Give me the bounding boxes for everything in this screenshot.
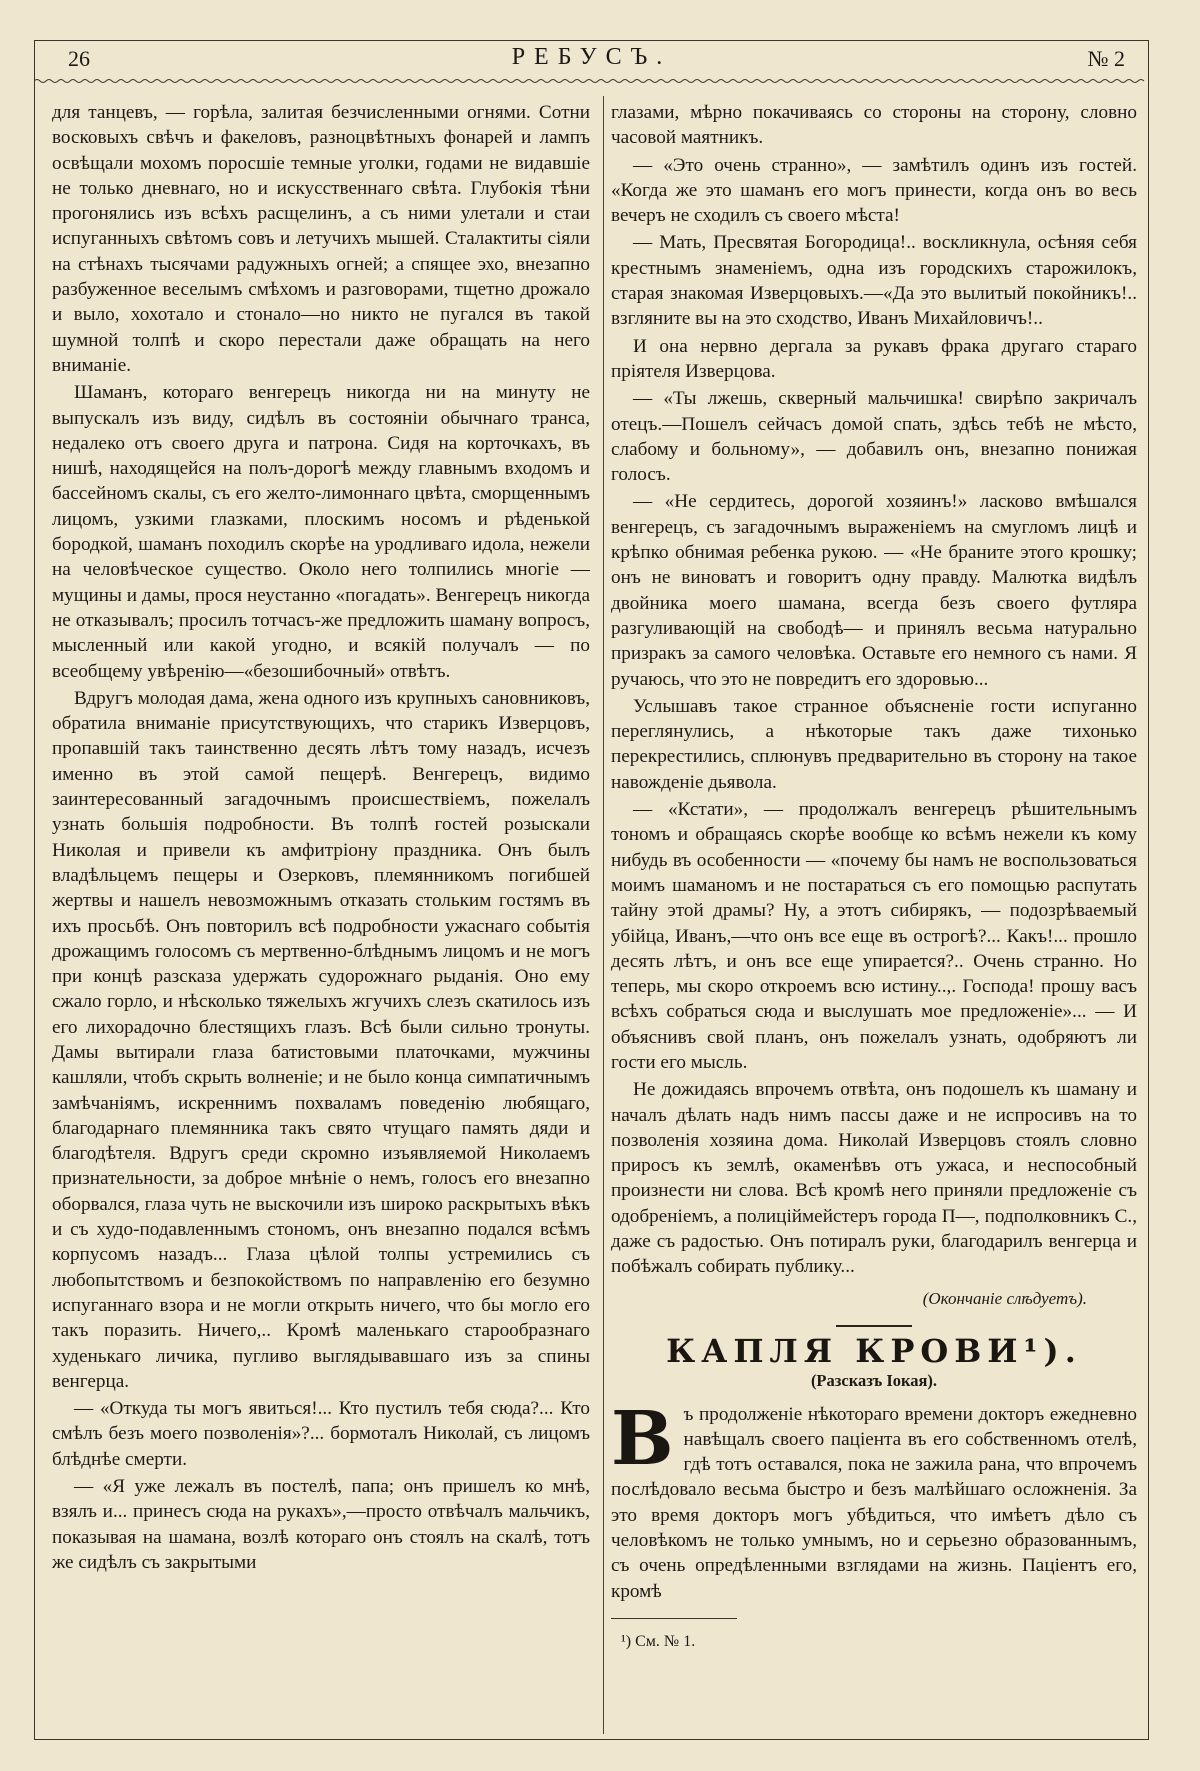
paragraph: — «Это очень странно», — замѣтилъ одинъ изъ гостей. «Когда же это шаманъ его могъ принести, когда онъ во весь вечеръ не сходилъ съ своего мѣста!	[611, 154, 1137, 227]
column-divider	[603, 96, 604, 1734]
left-column	[52, 100, 590, 1577]
paragraph: Услышавъ такое странное объясненіе гости испуганно переглянулись, а нѣкоторые такъ даже тихонько перекрестились, сплюнувъ предварительно въ сторону на такое навожденіе дьявола.	[611, 695, 1137, 793]
paragraph: Не дожидаясь впрочемъ отвѣта, онъ подошелъ къ шаману и началъ дѣлать надъ нимъ пассы даже и не испросивъ на то позволенія хозяина дома. Николай Изверцовъ стоялъ словно приросъ къ землѣ, окаменѣвъ отъ ужаса, и неспособный произнести ни слова. Всѣ кромѣ него приняли предложеніе съ одобреніемъ, а полицiймейстеръ города П—, подполковникъ С., даже съ радостью. Онъ потиралъ руки, благодарилъ венгерца и побѣжалъ собирать публику...	[611, 1079, 1137, 1278]
paragraph: — «Ты лжешь, скверный мальчишка! свирѣпо закричалъ отецъ.—Пошелъ сейчасъ домой спать, здѣсь тебѣ не мѣсто, слабому и больному», — добавилъ онъ, внезапно понижая голосъ.	[611, 388, 1137, 486]
paragraph: Шаманъ, котораго венгерецъ никогда ни на минуту не выпускалъ изъ виду, сидѣлъ въ состояніи обычнаго транса, недалеко отъ своего друга и патрона. Сидя на корточкахъ, въ нишѣ, находящейся на полъ-дорогѣ между главнымъ входомъ и бассейномъ скалы, съ его желто-лимоннаго цвѣта, сморщеннымъ лицомъ, узкими глазками, плоскимъ носомъ и рѣденькой бородкой, шаманъ походилъ скорѣе на уродливаго идола, нежели на человѣческое существо. Около него толпились многіе — мущины и дамы, прося неустанно «погадать». Венгерецъ никогда не отказывалъ; просилъ тотчасъ-же предложить шаману вопросъ, мысленный или какой угодно, и всякій получалъ — по всеобщему увѣренію—«безошибочный» отвѣтъ.	[52, 382, 590, 682]
paragraph: — «Я уже лежалъ въ постелѣ, папа; онъ пришелъ ко мнѣ, взялъ и... принесъ сюда на рукахъ»,—просто отвѣчалъ мальчикъ, показывая на шамана, возлѣ котораго онъ стоялъ на скалѣ, тотъ же сидѣлъ съ закрытыми	[52, 1476, 590, 1573]
paragraph: — «Кстати», — продолжалъ венгерецъ рѣшительнымъ тономъ и обращаясь скорѣе вообще ко всѣмъ нежели къ кому нибудь въ особенности — «почему бы намъ не воспользоваться моимъ шаманомъ и не постараться съ его помощью распутать тайну этой драмы? Ну, а этотъ сибирякъ, — подозрѣваемый убійца, Иванъ,—что онъ все еще въ острогѣ?... Какъ!... прошло десять лѣтъ, и онъ все еще упирается?.. Очень странно. Но теперь, мы скоро откроемъ всю истину..,. Господа! прошу васъ всѣхъ собраться сюда и выслушать мое предложеніе»... — И объяснивъ свой планъ, онъ пожелалъ узнать, одобряютъ ли гости его мысль.	[611, 799, 1137, 1073]
paragraph: Вдругъ молодая дама, жена одного изъ крупныхъ сановниковъ, обратила вниманіе присутствующихъ, что старикъ Изверцовъ, пропавшій такъ таинственно десять лѣтъ тому назадъ, исчезъ именно въ этой самой пещерѣ. Венгерецъ, видимо заинтересованный загадочнымъ происшествіемъ, пожелалъ узнать большія подробности. Въ толпѣ гостей розыскали Николая и привели къ амфитріону праздника. Онъ былъ владѣльцемъ пещеры и Озерковъ, племянникомъ погибшей жертвы и нашелъ невозможнымъ отказать стольким гостямъ въ ихъ просьбѣ. Онъ повторилъ всѣ подробности ужаснаго событія дрожащимъ голосомъ съ мертвенно-блѣднымъ лицомъ и не могъ при концѣ разсказа удержать судорожнаго рыданія. Оно ему сжало горло, и нѣсколько тяжелыхъ жгучихъ слезъ скатилось изъ его лихорадочно блестящихъ глазъ. Всѣ были сильно тронуты. Дамы вытирали глаза батистовыми платочками, мужчины кашляли, чтобъ скрыть волненіе; и не было конца симпатичнымъ замѣчаніямъ, искреннимъ похваламъ поведенію любящаго, благодарнаго племянника такъ свято чтущаго память дяди и благодѣтеля. Вдругъ среди скромно изъявляемой Николаемъ признательности, за доброе мнѣніе о немъ, голосъ его внезапно оборвался, глаза чуть не выскочили изъ широко раскрытыхъ вѣкъ и съ худо-подавленнымъ стономъ, онъ внезапно подался всѣмъ корпусомъ назадъ... Глаза цѣлой толпы устремились съ любопытствомъ и безпокойствомъ по направленію его безумно испуганнаго взора и не могли открыть ничего, что бы могло его такъ поразить. Ничего,.. Кромѣ маленькаго старообразнаго худенькаго личика, пугливо выглядывавшаго изъ за спины венгерца.	[52, 687, 590, 1392]
story-text: ъ продолженіе нѣкотораго времени докторъ ежедневно навѣщалъ своего пацiента въ его собственномъ отелѣ, гдѣ тотъ оставался, пока не зажила рана, что впрочемъ послѣдовало весьма быстро и безъ малѣйшаго осложненія. За это время докторъ могъ убѣдиться, что имѣетъ дѣло съ человѣкомъ не только умнымъ, но и серьезно образованнымъ, съ очень опредѣленными взглядами на жизнь. Пацiентъ его, кромѣ	[611, 1403, 1137, 1602]
paragraph: И она нервно дергала за рукавъ фрака другаго стараго пріятеля Изверцова.	[611, 335, 1137, 382]
story-subtitle: (Разсказъ Іокая).	[810, 1371, 938, 1391]
section-separator	[836, 1325, 912, 1327]
page-number: 26	[68, 46, 90, 71]
continuation-note: (Окончаніе слѣдуетъ).	[922, 1288, 1087, 1308]
magazine-title: РЕБУСЪ.	[511, 44, 672, 70]
header-wavy-rule	[34, 78, 1149, 84]
footnote-rule	[611, 1618, 737, 1619]
paragraph: для танцевъ, — горѣла, залитая безчисленными огнями. Сотни восковыхъ свѣчъ и факеловъ, разноцвѣтныхъ фонарей и лампъ освѣщали мохомъ поросшіе темные уголки, годами не видавшіе не только дневнаго, но и искусственнаго свѣта. Глубокія тѣни прогонялись изъ всѣхъ расщелинъ, а съ ними улетали и стаи испуганныхъ свѣтомъ совъ и летучихъ мышей. Сталактиты сіяли на стѣнахъ тысячами радужныхъ огней; а спящее эхо, внезапно разбуженное веселымъ смѣхомъ и разговорами, тщетно дрожало и выло, хохотало и стонало—но никто не пугался въ такой шумной толпѣ и скоро перестали даже обращать на него вниманіе.	[52, 102, 590, 376]
paragraph: глазами, мѣрно покачиваясь со стороны на сторону, словно часовой маятникъ.	[611, 102, 1137, 149]
paragraph: — «Откуда ты могъ явиться!... Кто пустилъ тебя сюда?... Кто смѣлъ безъ моего позволенія»?... бормоталъ Николай, съ лицомъ блѣднѣе смерти.	[52, 1398, 590, 1470]
paragraph: — «Не сердитесь, дорогой хозяинъ!» ласково вмѣшался венгерецъ, съ загадочнымъ выраженіемъ на смугломъ лицѣ и крѣпко обнимая ребенка рукою. — «Не браните этого крошку; онъ не виноватъ и говоритъ одну правду. Малютка видѣлъ двойника моего шамана, всегда безъ своего футляра разгуливающій на свободѣ— и принялъ весьма натурально призракъ за самого человѣка. Оставьте его немного съ нами. Я ручаюсь, что это не повредитъ его здоровью...	[611, 491, 1137, 690]
drop-cap: В	[611, 1395, 674, 1482]
issue-number: № 2	[1087, 46, 1125, 71]
footnote: ¹) См. № 1.	[621, 1632, 696, 1650]
page-header	[34, 40, 1149, 76]
story-opening-paragraph	[611, 1395, 1137, 1604]
paragraph: — Мать, Пресвятая Богородица!.. воскликнула, осѣняя себя крестнымъ знаменіемъ, одна изъ городскихъ старожилокъ, старая знакомая Изверцовыхъ.—«Да это вылитый покойникъ!.. взгляните вы на это сходство, Иванъ Михайловичъ!..	[611, 232, 1137, 330]
story-title: КАПЛЯ КРОВИ¹).	[666, 1331, 1082, 1370]
right-column	[611, 100, 1137, 1654]
